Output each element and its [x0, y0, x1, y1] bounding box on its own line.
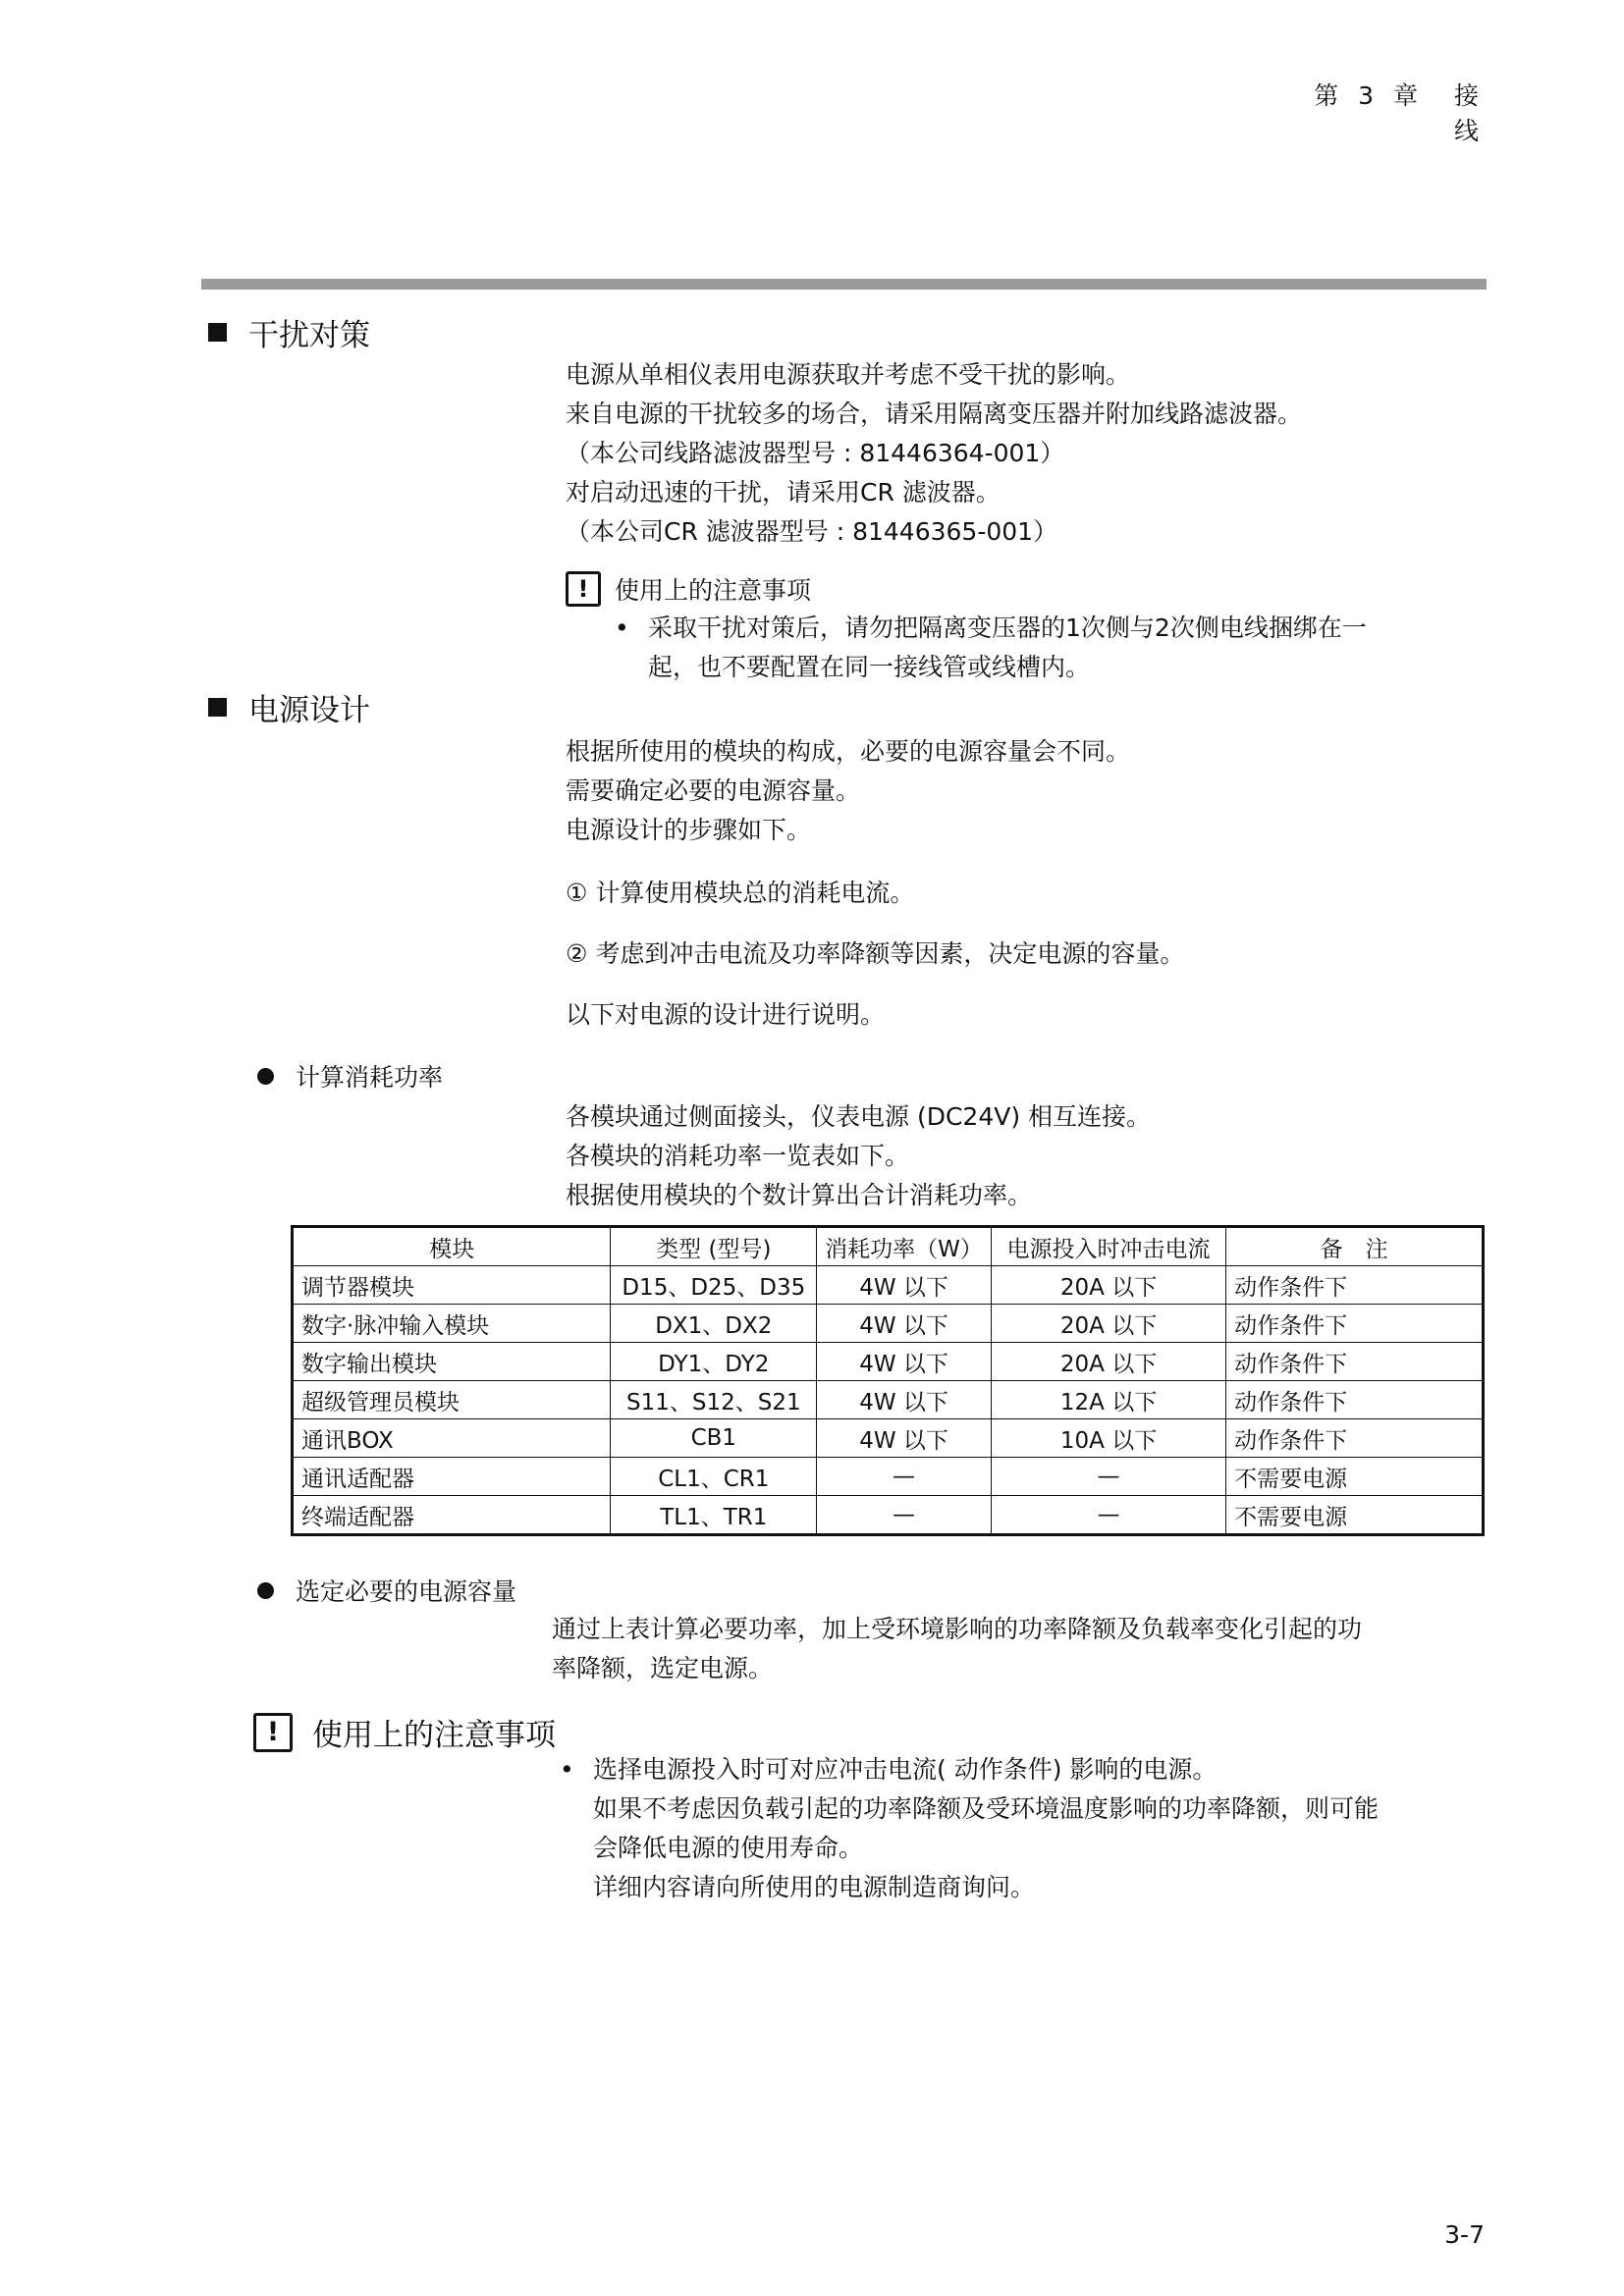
- caution-heading-large: [253, 1710, 556, 1754]
- table-cell: 不需要电源: [1226, 1496, 1484, 1535]
- table-cell: S11、S12、S21: [611, 1381, 817, 1419]
- power-consumption-table: [291, 1225, 1485, 1536]
- bullet-icon: •: [560, 1755, 574, 1784]
- round-bullet-icon: [257, 1068, 274, 1085]
- text-line: 如果不考虑因负载引起的功率降额及受环境温度影响的功率降额，则可能: [593, 1794, 1380, 1823]
- section-title-text: 电源设计: [248, 693, 370, 728]
- table-cell: 动作条件下: [1226, 1266, 1484, 1305]
- text-line: 需要确定必要的电源容量。: [566, 776, 861, 805]
- subsection-title: 选定必要的电源容量: [296, 1577, 517, 1606]
- text-line: 各模块的消耗功率一览表如下。: [566, 1142, 910, 1170]
- table-cell: 通讯BOX: [293, 1419, 611, 1458]
- text-line: 来自电源的干扰较多的场合，请采用隔离变压器并附加线路滤波器。: [566, 400, 1303, 428]
- text-line: 起，也不要配置在同一接线管或线槽内。: [648, 653, 1091, 681]
- step-2: ② 考虑到冲击电流及功率降额等因素，决定电源的容量。: [566, 939, 1185, 968]
- table-cell: —: [991, 1496, 1225, 1535]
- section-title-text: 干扰对策: [248, 318, 370, 353]
- round-bullet-icon: [257, 1582, 274, 1599]
- page-number: 3-7: [1444, 2220, 1485, 2249]
- caution2-bullet: [560, 1750, 574, 1789]
- table-cell: —: [991, 1458, 1225, 1496]
- table-cell: 数字·脉冲输入模块: [293, 1305, 611, 1343]
- select-paragraph: [552, 1610, 1362, 1688]
- section-rule: [201, 279, 1487, 290]
- table-cell: 4W 以下: [817, 1305, 992, 1343]
- text-line: 采取干扰对策后，请勿把隔离变压器的1次侧与2次侧电线捆绑在一: [648, 614, 1367, 642]
- table-header-row: [293, 1227, 1484, 1266]
- caution-title: 使用上的注意事项: [615, 576, 812, 605]
- square-bullet-icon: [208, 698, 227, 717]
- table-cell: 20A 以下: [991, 1343, 1225, 1381]
- caution-bullet: [615, 609, 629, 648]
- table-cell: 终端适配器: [293, 1496, 611, 1535]
- text-line: 详细内容请向所使用的电源制造商询问。: [593, 1873, 1036, 1901]
- caution-icon: !: [253, 1713, 293, 1752]
- text-line: 率降额，选定电源。: [552, 1654, 774, 1682]
- table-cell: 4W 以下: [817, 1343, 992, 1381]
- table-cell: 动作条件下: [1226, 1343, 1484, 1381]
- table-cell: 动作条件下: [1226, 1419, 1484, 1458]
- table-row: [293, 1343, 1484, 1381]
- text-line: 电源从单相仪表用电源获取并考虑不受干扰的影响。: [566, 360, 1131, 389]
- text-line: 选择电源投入时可对应冲击电流( 动作条件) 影响的电源。: [593, 1755, 1218, 1784]
- section-title-noise: [208, 310, 370, 354]
- table-row: [293, 1305, 1484, 1343]
- table-cell: 动作条件下: [1226, 1381, 1484, 1419]
- table-cell: —: [817, 1458, 992, 1496]
- power-intro: [566, 732, 1130, 850]
- caution-title: 使用上的注意事项: [312, 1718, 556, 1753]
- table-row: [293, 1496, 1484, 1535]
- table-cell: 调节器模块: [293, 1266, 611, 1305]
- caution-heading: [566, 571, 811, 607]
- table-cell: CL1、CR1: [611, 1458, 817, 1496]
- caution-icon: !: [566, 571, 601, 607]
- table-cell: 超级管理员模块: [293, 1381, 611, 1419]
- column-header: 备 注: [1226, 1227, 1484, 1266]
- table-cell: 通讯适配器: [293, 1458, 611, 1496]
- text-line: 通过上表计算必要功率，加上受环境影响的功率降额及负载率变化引起的功: [552, 1615, 1363, 1643]
- table-cell: DY1、DY2: [611, 1343, 817, 1381]
- table-row: [293, 1381, 1484, 1419]
- table-row: [293, 1458, 1484, 1496]
- caution2-body: [593, 1750, 1379, 1907]
- text-line: 根据所使用的模块的构成，必要的电源容量会不同。: [566, 737, 1131, 766]
- text-line: 电源设计的步骤如下。: [566, 816, 812, 844]
- text-line: 会降低电源的使用寿命。: [593, 1834, 864, 1862]
- table-cell: 不需要电源: [1226, 1458, 1484, 1496]
- text-line: 对启动迅速的干扰，请采用CR 滤波器。: [566, 478, 1001, 507]
- table-cell: DX1、DX2: [611, 1305, 817, 1343]
- noise-paragraph: [566, 355, 1302, 552]
- power-outro: 以下对电源的设计进行说明。: [566, 1000, 886, 1029]
- column-header: 类型 (型号): [611, 1227, 817, 1266]
- column-header: 消耗功率（W）: [817, 1227, 992, 1266]
- table-cell: 4W 以下: [817, 1419, 992, 1458]
- table-cell: CB1: [611, 1419, 817, 1458]
- table-cell: TL1、TR1: [611, 1496, 817, 1535]
- table-cell: 数字输出模块: [293, 1343, 611, 1381]
- table-row: [293, 1419, 1484, 1458]
- chapter-header: 第 3 章 接 线: [1314, 81, 1516, 145]
- table-cell: 10A 以下: [991, 1419, 1225, 1458]
- calc-paragraph: [566, 1097, 1151, 1215]
- subsection-calc-power: [257, 1058, 443, 1094]
- text-line: 根据使用模块的个数计算出合计消耗功率。: [566, 1181, 1033, 1209]
- table-cell: D15、D25、D35: [611, 1266, 817, 1305]
- column-header: 电源投入时冲击电流: [991, 1227, 1225, 1266]
- table-cell: 20A 以下: [991, 1305, 1225, 1343]
- table-cell: 4W 以下: [817, 1266, 992, 1305]
- subsection-select-capacity: [257, 1573, 516, 1608]
- text-line: （本公司CR 滤波器型号 : 81446365-001）: [566, 517, 1058, 546]
- table-cell: 动作条件下: [1226, 1305, 1484, 1343]
- table-row: [293, 1266, 1484, 1305]
- subsection-title: 计算消耗功率: [296, 1063, 444, 1092]
- step-1: ① 计算使用模块总的消耗电流。: [566, 879, 915, 907]
- text-line: 各模块通过侧面接头，仪表电源 (DC24V) 相互连接。: [566, 1102, 1152, 1131]
- column-header: 模块: [293, 1227, 611, 1266]
- square-bullet-icon: [208, 323, 227, 342]
- bullet-icon: •: [615, 614, 629, 642]
- table-cell: —: [817, 1496, 992, 1535]
- section-title-power: [208, 685, 370, 729]
- table-cell: 20A 以下: [991, 1266, 1225, 1305]
- caution-body: [648, 609, 1367, 687]
- table-cell: 12A 以下: [991, 1381, 1225, 1419]
- text-line: （本公司线路滤波器型号 : 81446364-001）: [566, 439, 1065, 467]
- table-cell: 4W 以下: [817, 1381, 992, 1419]
